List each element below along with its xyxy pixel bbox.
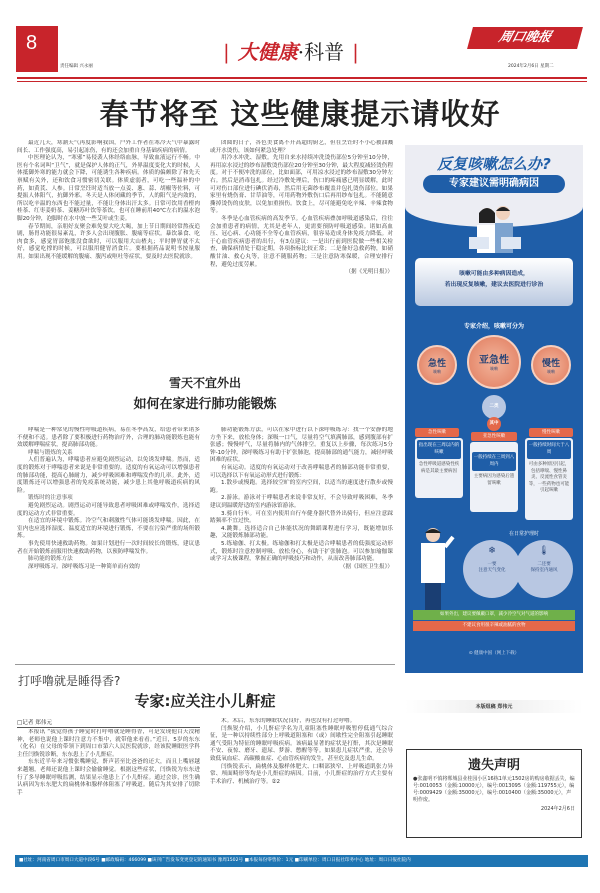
snowflake-icon: ❄: [488, 546, 496, 556]
paragraph: 东东近半年来习惯张嘴睡觉，鼾声甚至比爸爸的还大，而且上嘴唇越来越翘，老师还说他上课时会偷偷睡觉。根据这些症状，闫焕锐为东东进行了多导睡眠呼吸监测，结果显示他患上了小儿鼾症。通过会诊，医生确认病因为东东肥大的扁桃体和腺样体阻塞了呼吸道。随后为其安排了切除手: [17, 759, 200, 796]
lung-article-col1: [17, 427, 200, 652]
issue-date: 2024年2月6日 星期二: [508, 64, 554, 69]
type-name: 亚急性: [479, 355, 509, 366]
lost-notice: [406, 749, 582, 838]
card-body: 可由多种原因引起，包括哮喘、慢性鼻炎、反流性食管炎等，一些药物也可能引起咳嗽: [528, 462, 570, 493]
card-head: 指出现在三周以内的咳嗽: [417, 440, 461, 459]
among-node: 其中: [487, 417, 501, 431]
subheading: 锻炼时的注意事项: [28, 495, 73, 502]
type-name: 慢性: [541, 359, 560, 369]
header-rule: [17, 77, 587, 79]
paragraph: 1.散步或慢跑。选择较空旷的室内空间，以适当的速度进行散步或慢跑。: [210, 480, 393, 494]
page-editor: 责任编辑 兴永丽: [60, 64, 93, 69]
section-title: | 大健康·科普 |: [223, 40, 359, 64]
byline: □记者 郑伟元: [17, 718, 200, 728]
paragraph: 有氧运动。适度的有氧运动对于改善哮喘患者的肺部功能非常重要，可以选择以下有氧运动形式进行锻炼：: [210, 464, 393, 479]
article-source: （据《国医卫生报》）: [339, 563, 393, 570]
tag-subacute: 亚急性咳嗽: [471, 432, 517, 441]
type-sub: 咳嗽: [490, 366, 498, 371]
notice-body: ●张鑫明不慎将郸城县业桂园小区16栋1单元1502房的购房收据丢失，编号:0010053（金额:10000元），编号:0013095（金额:119755元），编号:0009429（金额:35000元），编号:0010400（金额:35000元），声明作废。: [413, 776, 575, 803]
doctors-illustration: [465, 203, 525, 253]
paragraph: 在适宜的环境中锻炼。冷空气和刺激性气体可能诱发哮喘。因此，在室内也应选择湿度、温度适宜的环境进行锻炼，不要在污染严重的场所锻炼。: [17, 518, 200, 540]
header-rule-thin: [17, 81, 587, 82]
tip-text: 保持室内通风: [530, 568, 558, 573]
snore-kicker: 打呼噜就是睡得香?: [18, 674, 121, 688]
main-headline: 春节将至 这些健康提示请收好: [99, 97, 501, 131]
paragraph: 2.游泳。游泳对于哮喘患者来说非常友好，不会导致呼吸困难，冬季建议到温暖舒适的室内游泳馆游泳。: [210, 495, 393, 509]
paragraph: 冬季是心血管疾病的高发季节。心血管疾病叠加呼吸道感染后，往往会加重患者的病情，尤其是老年人，更需要预防呼吸道感染。诸如高血压、冠心病、心功能不全等心血管疾病，很容易造成身体免疫力降低。对于心血管疾病患者的出行，有3点建议：一是出行前到医院做一些相关检查，确保病情处于稳定期，各项指标比较正常；二是备好急救药物，如硝酸甘油、救心丸等，注意不随服药物；三是注意防寒保暖，合理安排行程，避免过度劳累。: [210, 215, 393, 268]
paragraph: 春节期间，亲朋好友聚会难免要大吃大喝，加上节日期间经常熬夜追剧，肠胃功能很易紊乱，许多人会出现腹胀、腹痛等症状。暴饮暴食、吃肉食多，感觉胃部饱胀没食欲时，可以服用大山楂丸；平时脾胃就不太好，感觉吃撑的时候，可以服用健胃消食片。要根据药品说明书按量服用。如果出现不能缓解的腹痛、腹泻或呕吐等症状，要及时去医院就诊。: [17, 223, 200, 260]
paragraph: 事先使用快速救助药物。如果计划进行一次时间较长的锻炼，建议患者在开始锻炼前服用快速救助药物，以预防哮喘发作。: [17, 540, 200, 555]
paragraph: 避免剧烈运动。剧烈运动可能导致患者呼吸困难或哮喘发作，选择适度的运动方式非常重要。: [17, 502, 200, 517]
paragraph: 本报讯 “我觉得孩子睡觉时打呼噜就是睡得香，可是发现他白天没精神，老师也说他上课时注意力不集中，就带他来看看。”近日，5岁的东东（化名）在父母的带领下到周口市第六人民医院就诊，经该院睡眠医学科主任闫焕锐诊断，东东患上了小儿鼾症。: [17, 729, 200, 758]
editor-credit: 本版组稿 郑伟元: [405, 700, 583, 713]
cough-infographic: [405, 145, 583, 673]
card-chronic: [525, 438, 573, 520]
main-article-col2: [210, 140, 393, 365]
snore-article-col1: [17, 729, 200, 844]
card-body: 急性呼吸道感染性疾病是其最主要病因: [418, 462, 460, 474]
subheading: 肺功能的锻炼方法: [28, 556, 73, 563]
type-name: 急性: [427, 359, 446, 369]
type-sub: 咳嗽: [547, 369, 555, 374]
notice-title: 遗失声明: [467, 758, 520, 773]
tip-ventilation: [515, 540, 573, 598]
newspaper-logo: 周口晚报: [467, 27, 583, 49]
paragraph: 3.骑自行车。可在室内使用自行车健身器代替外出骑行，但应注意踩踏频率不宜过快。: [210, 510, 393, 525]
tip-weather: [463, 540, 521, 598]
section-suffix: ·科普: [297, 40, 345, 64]
doctor-illustration: [413, 525, 458, 610]
acute-cough-circle: [417, 345, 457, 385]
card-acute: [415, 438, 463, 498]
page-number: 8: [16, 26, 58, 72]
subheading: 哮喘与锻炼的关系: [28, 449, 73, 456]
note-line-2: 若出现反复咳嗽，建议去医院进行诊治: [444, 282, 544, 288]
card-head: 一般持续在三周到八周内: [472, 452, 516, 471]
tip-text: 注意天气变化: [478, 568, 506, 573]
paragraph: 中医理论认为，“寒邪”易侵袭人体经络血脉，导致血液运行不畅。中医有个名词叫“卫气”，就是保护人体的正气，外界温度变化大的时候，人体抵御外寒的能力就会下降，可能诱生各种疾病。体质的偏颇除了和先天禀赋有关外，还和饮食习惯密切关联。体质虚弱者，可吃一些温补的中药，如黄芪、人参。日常烹饪时适当放一点姜、葱、蒜、胡椒等佐料，可提振人体阳气，抗御外邪。冬天是人体闭藏的季节，人的阳气是内敛的，所以吃辛温的东西也不能过量，不能让身体出汗太多。日常可饮用香橙肉桂茶、红枣姜奶茶、姜糖苏叶饮等茶饮，也可在睡前用40℃左右的温水泡脚20分钟，泡脚时在水中放一些艾叶或生姜。: [17, 155, 200, 222]
paragraph: 4.跳舞。选择适合自己体能状况的舞蹈课程进行学习，既能增加乐趣，又能锻炼肺部功能。: [210, 525, 393, 540]
infographic-note: [415, 258, 573, 306]
paragraph: 5.练瑜伽、打太极。练瑜伽和打太极是适合哮喘患者的低强度运动形式，锻炼时注意控制呼吸、放松身心，有助于扩张肺泡。可以参加瑜伽课或学习太极课程，掌握正确的呼吸技巧和动作，从而改善肺部功能。: [210, 540, 393, 563]
notice-date: 2024年2月6日: [540, 806, 575, 812]
tag-chronic: 慢性咳嗽: [529, 428, 573, 437]
paragraph: 闫焕锐表示，扁桃体及腺样体肥大、口咽部狭窄、上呼吸道肌张力异常、颅面畸形等均是小儿鼾症的病因。目前，小儿鼾症的治疗方式主要有手术治疗、机械治疗等。②2: [210, 763, 393, 785]
infographic-credit: ⊙ 健康中国（网上下载）: [468, 651, 520, 656]
note-line-1: 咳嗽可能由多种病因造成，: [459, 271, 529, 277]
tip-label: 二还要: [537, 562, 551, 567]
section-name: 大健康: [237, 40, 298, 64]
card-subacute: [470, 442, 518, 512]
lung-headline: 如何在家进行肺功能锻炼: [133, 397, 277, 412]
thermometer-icon: 🌡: [538, 546, 550, 556]
card-body: 主要病因为感染后遗留咳嗽: [473, 474, 515, 486]
card-head: 一般持续时间大于八周: [527, 440, 571, 459]
paragraph: 哮喘是一种常见的慢性呼吸道疾病，易在冬季高发，给患者带来诸多不便和不适。患者除了要积极进行药物治疗外，合理的肺功能锻炼也能有效缓解哮喘症状，提高肺部功能。: [17, 427, 200, 449]
tag-acute: 急性咳嗽: [415, 428, 459, 437]
main-article-col1: [17, 140, 200, 370]
advice-orange-bar: 不建议食用很辛辣或油腻的食物: [413, 621, 575, 631]
snore-article-col2: [210, 718, 393, 844]
paragraph: 肺功能锻炼方法，可以在家中进行以下深呼吸练习：找一个安静的地方坐下来，放松身体；深吸一口气，尽量将空气填满肺部，感到腹部有扩张感；慢慢呼气，尽量将肺内的气体排空。重复以上步骤，每次练习5分钟-10分钟。深呼吸练习有助于扩张肺泡，提高肺部的通气能力，减轻呼吸困难的症状。: [210, 427, 393, 464]
paragraph: 人们普遍认为，哮喘患者应避免剧烈运动，以免诱发哮喘。然而，适度的锻炼对于哮喘患者来说是非常重要的。适度的有氧运动可以增强患者的肺部功能，提高心肺耐力，减少呼吸困难和哮喘发作的几率。此外，适度锻炼还可以增强患者的免疫系统功能，减少患上其他呼吸道疾病的风险。: [17, 457, 200, 494]
article-source: （据《光明日报》）: [345, 269, 393, 276]
paragraph: 用冷水冲洗、湿敷。先用自来水持续冲洗烫伤部位5分钟至10分钟，再用凉水浸过的纱布湿敷烫伤部位20分钟至30分钟，最大程度减轻烫伤程度。对于不便冲洗的部位，比如面部，可用凉水浸过的纱布湿敷30分钟左右。然后是消毒包扎。经过冷敷处理后，伤口的疼痛感已明显缓解，此时可对伤口部位进行碘伏消毒，然后用无菌纱布覆盖并包扎烫伤部位。如果家里有烧伤膏、甘草油等，可用药物外敷伤口后再用纱布包扎。不能随意撕掉烫伤的皮肤，以免加重损伤。饮食上，尽可能避免吃辛辣、辛辣食物等。: [210, 155, 393, 215]
subacute-cough-circle: [467, 335, 521, 389]
category-node: 二类: [482, 395, 506, 419]
footer-bar: ■社址：河南省周口市周口大道中段6号 ■邮政编码：466099 ■该刊广告发布变更登记的通知书 豫周1502号 ■本报每份零售价：1元 ■印刷单位：周口日报社印务中心 地址：周口日报社院内: [15, 855, 588, 867]
paragraph: 术。术后，东东的睡眠状况良好，再也没有打过呼噜。: [221, 718, 356, 724]
infographic-title: 反复咳嗽怎么办?: [437, 155, 551, 173]
classify-label: 专家介绍，咳嗽可分为: [463, 323, 524, 330]
daily-care-label: 在日常护理时: [508, 531, 539, 537]
lung-kicker: 雪天不宜外出: [168, 376, 241, 390]
paragraph: 闫焕锐介绍，小儿鼾症学名为儿童阻塞性睡眠呼吸暂停低通气综合征，是一种以持续性部分上呼吸道阻塞和（或）间歇性完全阻塞引起睡眠通气受阻为特征的睡眠呼吸疾病。该病最显著的症状是打鼾，其次是睡眠不安、夜惊、磨牙、遗尿、梦游、憋醒等等。如果患儿症状严重，还会导致低氧血症、高碳酸血症、心血管疾病的发生，甚至危及患儿生命。: [210, 725, 393, 762]
paragraph: 深呼吸练习。深呼吸练习是一种简单而有效的: [28, 563, 140, 570]
paragraph: 最近几天，寒潮天气再度影响我国，户外工作者在寒冷天气中暴露时间长、工作强度高，易引起冻伤，有的还会加重自身基础疾病的病情。: [17, 140, 200, 154]
tip-label: 一要: [487, 562, 497, 567]
snore-headline: 专家:应关注小儿鼾症: [134, 692, 276, 710]
chronic-cough-circle: [531, 345, 571, 385]
advice-green-bar: 如果外出，建议要佩戴口罩，减少冷空气对气道的影响: [413, 610, 575, 620]
lung-article-col2: [210, 427, 393, 652]
divider: [15, 664, 395, 665]
infographic-subtitle: 专家建议需明确病因: [423, 175, 565, 193]
type-sub: 咳嗽: [433, 369, 441, 374]
paragraph: 团圆的日子，各色美食离不开高超的厨艺，但在烹饪时不小心被油溅或开水烫伤，该如何紧急处理？: [210, 140, 393, 154]
